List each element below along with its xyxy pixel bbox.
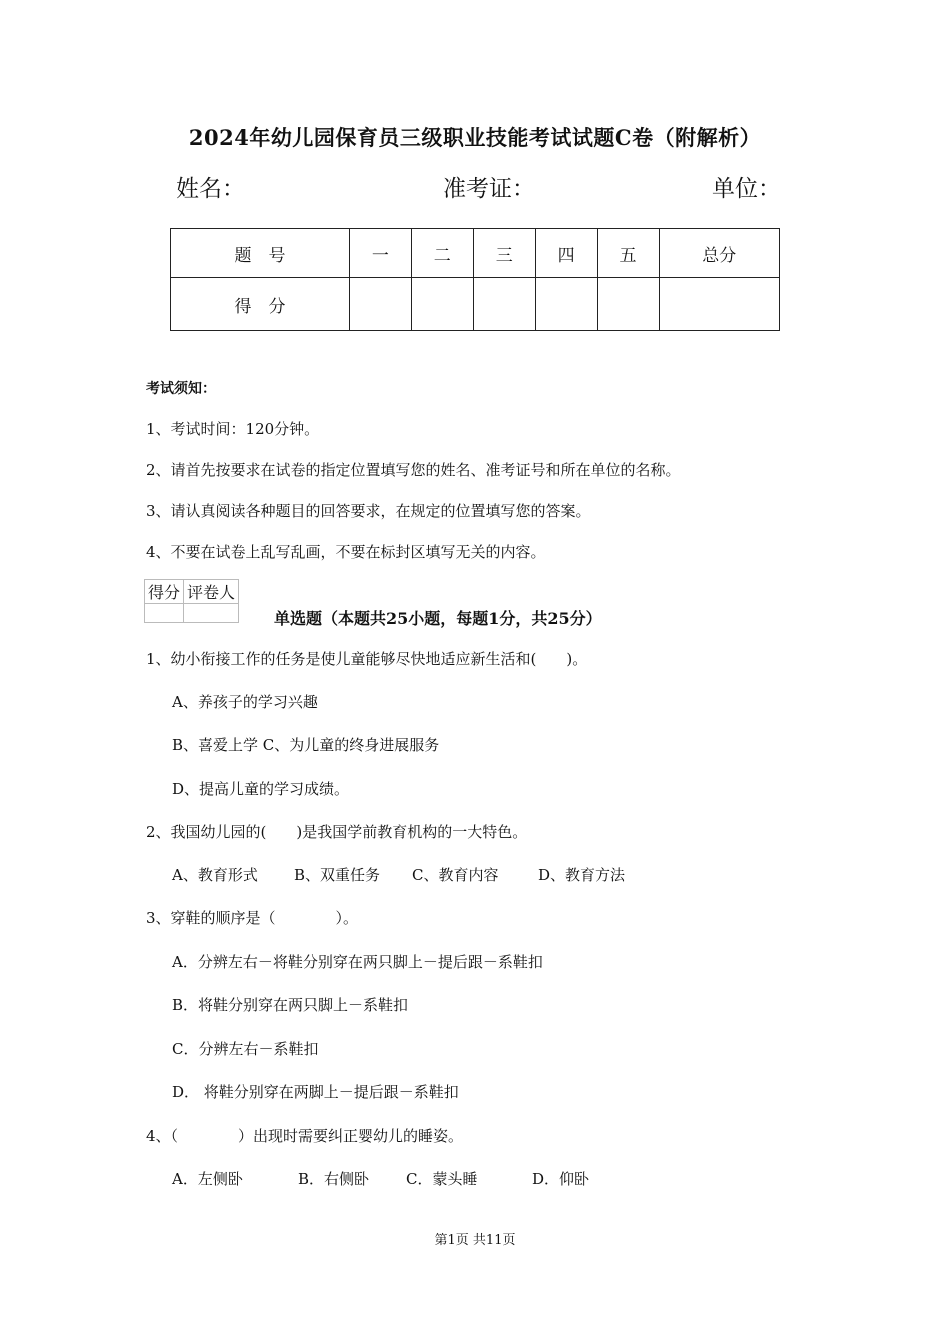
unit-field-label: 单位： xyxy=(712,176,781,202)
page-title: 2024年幼儿园保育员三级职业技能考试试题C卷（附解析） xyxy=(188,125,762,150)
score-table-header-cell: 三 xyxy=(473,229,535,278)
score-cell[interactable] xyxy=(349,278,411,331)
score-cell[interactable] xyxy=(473,278,535,331)
score-table-header-cell: 五 xyxy=(597,229,659,278)
question-option: A、教育形式 xyxy=(172,866,258,884)
score-table-score-row xyxy=(171,278,780,331)
notice-item: 3、请认真阅读各种题目的回答要求，在规定的位置填写您的答案。 xyxy=(146,502,591,520)
question-option: D、教育方法 xyxy=(538,866,626,884)
score-table-header-cell: 四 xyxy=(535,229,597,278)
question-stem: 2、我国幼儿园的( )是我国学前教育机构的一大特色。 xyxy=(146,823,528,841)
notice-item: 2、请首先按要求在试卷的指定位置填写您的姓名、准考证号和所在单位的名称。 xyxy=(146,461,681,479)
question-option: A、养孩子的学习兴趣 xyxy=(172,693,318,711)
notice-item: 1、考试时间：120分钟。 xyxy=(146,420,320,438)
question-option: D、提高儿童的学习成绩。 xyxy=(172,780,350,798)
question-option: D． 将鞋分别穿在两脚上－提后跟－系鞋扣 xyxy=(172,1083,459,1101)
question-option: B、喜爱上学 C、为儿童的终身进展服务 xyxy=(172,736,440,754)
score-row-label: 得 分 xyxy=(171,278,350,331)
score-cell[interactable] xyxy=(597,278,659,331)
grader-box-score-label: 得分 xyxy=(145,580,184,604)
question-option: A．左侧卧 xyxy=(172,1170,243,1188)
notice-item: 4、不要在试卷上乱写乱画，不要在标封区填写无关的内容。 xyxy=(146,543,546,561)
notice-heading: 考试须知： xyxy=(146,381,216,397)
score-cell[interactable] xyxy=(411,278,473,331)
question-option: C、教育内容 xyxy=(412,866,499,884)
section-title: 单选题（本题共25小题，每题1分，共25分） xyxy=(274,609,602,628)
question-stem: 3、穿鞋的顺序是（ ）。 xyxy=(146,909,359,927)
score-table-header-cell: 一 xyxy=(349,229,411,278)
question-option: C．分辨左右－系鞋扣 xyxy=(172,1040,319,1058)
question-option: B．将鞋分别穿在两只脚上－系鞋扣 xyxy=(172,996,409,1014)
grader-box-score-cell[interactable] xyxy=(145,604,184,623)
question-option: A．分辨左右－将鞋分别穿在两只脚上－提后跟－系鞋扣 xyxy=(172,953,543,971)
page-footer: 第1页 共11页 xyxy=(434,1233,516,1248)
question-option: B．右侧卧 xyxy=(298,1170,370,1188)
question-stem: 1、幼小衔接工作的任务是使儿童能够尽快地适应新生活和( )。 xyxy=(146,650,588,668)
question-stem: 4、（ ）出现时需要纠正婴幼儿的睡姿。 xyxy=(146,1127,464,1145)
score-table-header-cell: 二 xyxy=(411,229,473,278)
score-cell[interactable] xyxy=(535,278,597,331)
score-table-header-cell: 总分 xyxy=(659,229,779,278)
question-option: D．仰卧 xyxy=(532,1170,590,1188)
exam-id-field-label: 准考证： xyxy=(443,176,535,202)
score-table xyxy=(170,228,780,331)
name-field-label: 姓名： xyxy=(176,176,245,202)
question-option: B、双重任务 xyxy=(294,866,381,884)
score-table-header-row xyxy=(171,229,780,278)
grader-box xyxy=(144,579,239,623)
grader-box-grader-cell[interactable] xyxy=(184,604,239,623)
score-cell[interactable] xyxy=(659,278,779,331)
grader-box-grader-label: 评卷人 xyxy=(184,580,239,604)
question-option: C．蒙头睡 xyxy=(406,1170,478,1188)
score-table-header-cell: 题 号 xyxy=(171,229,350,278)
